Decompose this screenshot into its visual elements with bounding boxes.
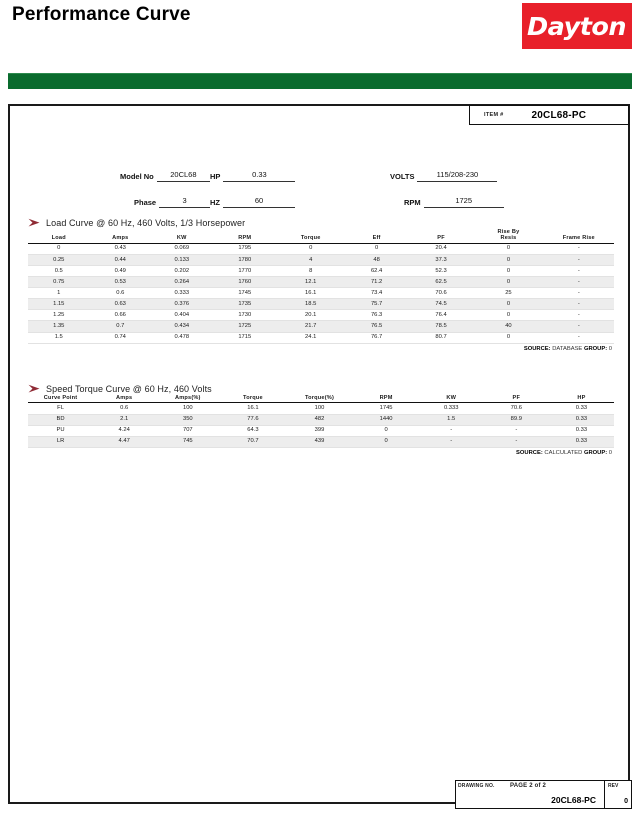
table-cell: 0 — [473, 332, 543, 343]
table-cell: 40 — [473, 321, 543, 332]
col-amps: Amps — [93, 395, 155, 403]
table-row — [28, 266, 614, 277]
table-cell: 0.44 — [90, 254, 152, 265]
table-cell: 16.1 — [277, 288, 344, 299]
table-cell: LR — [28, 436, 93, 447]
item-number-box — [469, 105, 629, 125]
arrow-right-icon — [28, 384, 42, 394]
table-cell: 2.1 — [93, 414, 155, 425]
table-cell: - — [419, 436, 484, 447]
col-torque: Torque — [277, 229, 344, 243]
table-cell: 0.7 — [90, 321, 152, 332]
table-cell: - — [544, 243, 614, 254]
table-cell: - — [544, 266, 614, 277]
col-curve-point: Curve Point — [28, 395, 93, 403]
table-cell: 0.478 — [151, 332, 213, 343]
table-cell: 0.404 — [151, 310, 213, 321]
table-cell: 0 — [473, 310, 543, 321]
table-cell: 76.4 — [409, 310, 473, 321]
col-pf: PF — [484, 395, 549, 403]
table-cell: 71.2 — [344, 277, 408, 288]
table-cell: 0.434 — [151, 321, 213, 332]
spec-phase-label: Phase — [134, 198, 157, 207]
table-row — [28, 299, 614, 310]
table-cell: 70.6 — [409, 288, 473, 299]
table-cell: 1.5 — [28, 332, 90, 343]
drawing-number-value: 20CL68-PC — [551, 795, 596, 805]
spec-hz-label: HZ — [210, 198, 220, 207]
table-cell: 0 — [473, 277, 543, 288]
table-cell: - — [544, 310, 614, 321]
table-cell: 48 — [344, 254, 408, 265]
table-cell: 24.1 — [277, 332, 344, 343]
load-curve-tbody — [28, 243, 614, 343]
table-cell: - — [544, 288, 614, 299]
table-row — [28, 288, 614, 299]
table-cell: 1715 — [213, 332, 277, 343]
table-cell: - — [484, 425, 549, 436]
col-kw: KW — [419, 395, 484, 403]
title-block-rev — [605, 781, 631, 808]
page-label: PAGE 2 of 2 — [510, 783, 547, 789]
table-cell: 0 — [344, 243, 408, 254]
table-cell: - — [544, 299, 614, 310]
table-cell: 76.3 — [344, 310, 408, 321]
speed-torque-source-value: CALCULATED — [544, 449, 583, 456]
table-cell: 0.75 — [28, 277, 90, 288]
table-cell: 74.5 — [409, 299, 473, 310]
table-cell: 0.25 — [28, 254, 90, 265]
table-cell: 100 — [155, 403, 220, 414]
table-cell: 0.069 — [151, 243, 213, 254]
page-header — [0, 0, 640, 70]
table-cell: 21.7 — [277, 321, 344, 332]
table-cell: - — [544, 254, 614, 265]
table-cell: 1745 — [213, 288, 277, 299]
arrow-right-icon — [28, 218, 42, 228]
table-cell: 0.33 — [549, 414, 614, 425]
table-cell: 0.5 — [28, 266, 90, 277]
table-cell: 75.7 — [344, 299, 408, 310]
spec-volts-value: 115/208-230 — [417, 169, 497, 182]
table-cell: 70.7 — [220, 436, 285, 447]
spec-hz-value: 60 — [223, 195, 295, 208]
table-cell: 1.35 — [28, 321, 90, 332]
load-curve-group-label: GROUP: — [583, 345, 608, 352]
table-cell: 64.3 — [220, 425, 285, 436]
table-row — [28, 243, 614, 254]
spec-row-1 — [10, 156, 628, 182]
table-cell: 37.3 — [409, 254, 473, 265]
table-cell: 0.6 — [90, 288, 152, 299]
table-cell: 1735 — [213, 299, 277, 310]
table-cell: 70.6 — [484, 403, 549, 414]
rev-value: 0 — [624, 798, 628, 805]
item-number-value: 20CL68-PC — [531, 109, 587, 121]
speed-torque-source-label: SOURCE: — [516, 449, 543, 456]
drawing-no-label: DRAWING NO. — [458, 783, 495, 789]
table-cell: 16.1 — [220, 403, 285, 414]
table-cell: 89.9 — [484, 414, 549, 425]
speed-torque-group-label: GROUP: — [583, 449, 608, 456]
col-eff: Eff — [344, 229, 408, 243]
table-cell: 0.333 — [151, 288, 213, 299]
table-cell: 62.4 — [344, 266, 408, 277]
spec-volts — [390, 169, 600, 182]
dayton-logo — [522, 3, 632, 49]
speed-torque-group-value: 0 — [608, 449, 612, 456]
col-amps-pct: Amps(%) — [155, 395, 220, 403]
load-curve-group-value: 0 — [608, 345, 612, 352]
col-amps: Amps — [90, 229, 152, 243]
table-cell: 707 — [155, 425, 220, 436]
title-block-main — [456, 781, 605, 808]
table-cell: 1 — [28, 288, 90, 299]
load-curve-thead — [28, 229, 614, 243]
spec-rpm-label: RPM — [404, 198, 421, 207]
load-curve-table — [28, 229, 614, 344]
page-title: Performance Curve — [12, 4, 191, 25]
table-cell: 0.376 — [151, 299, 213, 310]
table-cell: 100 — [285, 403, 353, 414]
load-curve-source — [28, 346, 614, 352]
col-rpm: RPM — [213, 229, 277, 243]
spec-model-no — [10, 169, 210, 182]
table-cell: BD — [28, 414, 93, 425]
spec-rpm — [390, 195, 600, 208]
table-cell: 1745 — [354, 403, 419, 414]
spec-hp-value: 0.33 — [223, 169, 295, 182]
table-cell: 0.63 — [90, 299, 152, 310]
table-cell: 18.5 — [277, 299, 344, 310]
table-cell: 0.43 — [90, 243, 152, 254]
table-cell: 1730 — [213, 310, 277, 321]
table-cell: 1.25 — [28, 310, 90, 321]
table-cell: - — [484, 436, 549, 447]
table-cell: 0 — [473, 266, 543, 277]
table-cell: 1795 — [213, 243, 277, 254]
spec-row-2 — [10, 182, 628, 208]
table-cell: 0.33 — [549, 403, 614, 414]
table-row — [28, 425, 614, 436]
table-cell: 76.5 — [344, 321, 408, 332]
spec-model-no-value: 20CL68 — [157, 169, 210, 182]
table-cell: - — [544, 332, 614, 343]
table-cell: 20.4 — [409, 243, 473, 254]
drawing-sheet — [8, 104, 630, 804]
load-curve-source-value: DATABASE — [552, 345, 583, 352]
table-cell: 350 — [155, 414, 220, 425]
col-torque-pct: Torque(%) — [285, 395, 353, 403]
table-cell: 0.264 — [151, 277, 213, 288]
spec-hz — [210, 195, 390, 208]
table-cell: 1.15 — [28, 299, 90, 310]
speed-torque-source — [28, 450, 614, 456]
load-curve-header — [28, 218, 614, 228]
spec-fields — [10, 156, 628, 208]
spec-phase — [10, 195, 210, 208]
rev-label: REV — [608, 783, 619, 789]
table-cell: 439 — [285, 436, 353, 447]
table-cell: 20.1 — [277, 310, 344, 321]
table-row — [28, 277, 614, 288]
table-cell: 399 — [285, 425, 353, 436]
col-pf: PF — [409, 229, 473, 243]
speed-torque-thead — [28, 395, 614, 403]
table-cell: 0.49 — [90, 266, 152, 277]
spec-hp-label: HP — [210, 172, 221, 181]
load-curve-section — [28, 218, 614, 352]
spec-hp — [210, 169, 390, 182]
table-cell: 1770 — [213, 266, 277, 277]
table-cell: 0.74 — [90, 332, 152, 343]
table-cell: 4.47 — [93, 436, 155, 447]
table-cell: 0 — [473, 254, 543, 265]
table-cell: 76.7 — [344, 332, 408, 343]
table-cell: 1725 — [213, 321, 277, 332]
load-curve-title: Load Curve @ 60 Hz, 460 Volts, 1/3 Horsepower — [46, 218, 246, 228]
table-cell: 0 — [473, 299, 543, 310]
table-cell: 0 — [277, 243, 344, 254]
table-cell: 1780 — [213, 254, 277, 265]
table-cell: 77.6 — [220, 414, 285, 425]
table-cell: - — [544, 277, 614, 288]
table-row — [28, 310, 614, 321]
load-curve-header-row — [28, 229, 614, 243]
table-row — [28, 436, 614, 447]
col-torque: Torque — [220, 395, 285, 403]
table-cell: 4 — [277, 254, 344, 265]
table-cell: 0 — [354, 425, 419, 436]
table-row — [28, 321, 614, 332]
table-row — [28, 254, 614, 265]
table-cell: 0.53 — [90, 277, 152, 288]
table-cell: 78.5 — [409, 321, 473, 332]
col-rise-by-resis-line2: Resis — [500, 235, 517, 242]
table-cell: 1.5 — [419, 414, 484, 425]
table-cell: FL — [28, 403, 93, 414]
table-cell: 1440 — [354, 414, 419, 425]
spec-volts-label: VOLTS — [390, 172, 415, 181]
speed-torque-tbody — [28, 403, 614, 447]
table-cell: 0.133 — [151, 254, 213, 265]
table-cell: 0.33 — [549, 425, 614, 436]
table-cell: 73.4 — [344, 288, 408, 299]
col-hp: HP — [549, 395, 614, 403]
table-cell: 62.5 — [409, 277, 473, 288]
spec-phase-value: 3 — [159, 195, 210, 208]
table-cell: 8 — [277, 266, 344, 277]
col-rise-by-resis — [473, 229, 543, 243]
table-cell: 1760 — [213, 277, 277, 288]
brand-logo-text: Dayton — [527, 11, 627, 41]
speed-torque-section — [28, 384, 614, 456]
table-cell: 0.333 — [419, 403, 484, 414]
table-cell: - — [544, 321, 614, 332]
col-frame-rise: Frame Rise — [544, 229, 614, 243]
table-row — [28, 414, 614, 425]
speed-torque-header-row — [28, 395, 614, 403]
table-cell: 0.33 — [549, 436, 614, 447]
table-cell: PU — [28, 425, 93, 436]
speed-torque-table — [28, 395, 614, 448]
speed-torque-title: Speed Torque Curve @ 60 Hz, 460 Volts — [46, 384, 212, 394]
spec-rpm-value: 1725 — [424, 195, 504, 208]
table-cell: 52.3 — [409, 266, 473, 277]
table-cell: 0.66 — [90, 310, 152, 321]
table-cell: 0 — [473, 243, 543, 254]
item-number-label: ITEM # — [484, 112, 504, 118]
col-load: Load — [28, 229, 90, 243]
speed-torque-header — [28, 384, 614, 394]
col-rise-by-resis-line1: Rise By — [497, 229, 520, 235]
green-divider-bar — [8, 73, 632, 89]
table-cell: 482 — [285, 414, 353, 425]
table-cell: - — [419, 425, 484, 436]
table-cell: 4.24 — [93, 425, 155, 436]
table-cell: 80.7 — [409, 332, 473, 343]
table-cell: 0 — [354, 436, 419, 447]
table-cell: 0 — [28, 243, 90, 254]
table-cell: 0.202 — [151, 266, 213, 277]
table-cell: 745 — [155, 436, 220, 447]
col-rpm: RPM — [354, 395, 419, 403]
spec-model-no-label: Model No — [120, 172, 154, 181]
load-curve-source-label: SOURCE: — [523, 345, 551, 352]
table-cell: 25 — [473, 288, 543, 299]
table-row — [28, 403, 614, 414]
table-cell: 12.1 — [277, 277, 344, 288]
table-row — [28, 332, 614, 343]
table-cell: 0.6 — [93, 403, 155, 414]
col-kw: KW — [151, 229, 213, 243]
title-block — [455, 780, 632, 809]
